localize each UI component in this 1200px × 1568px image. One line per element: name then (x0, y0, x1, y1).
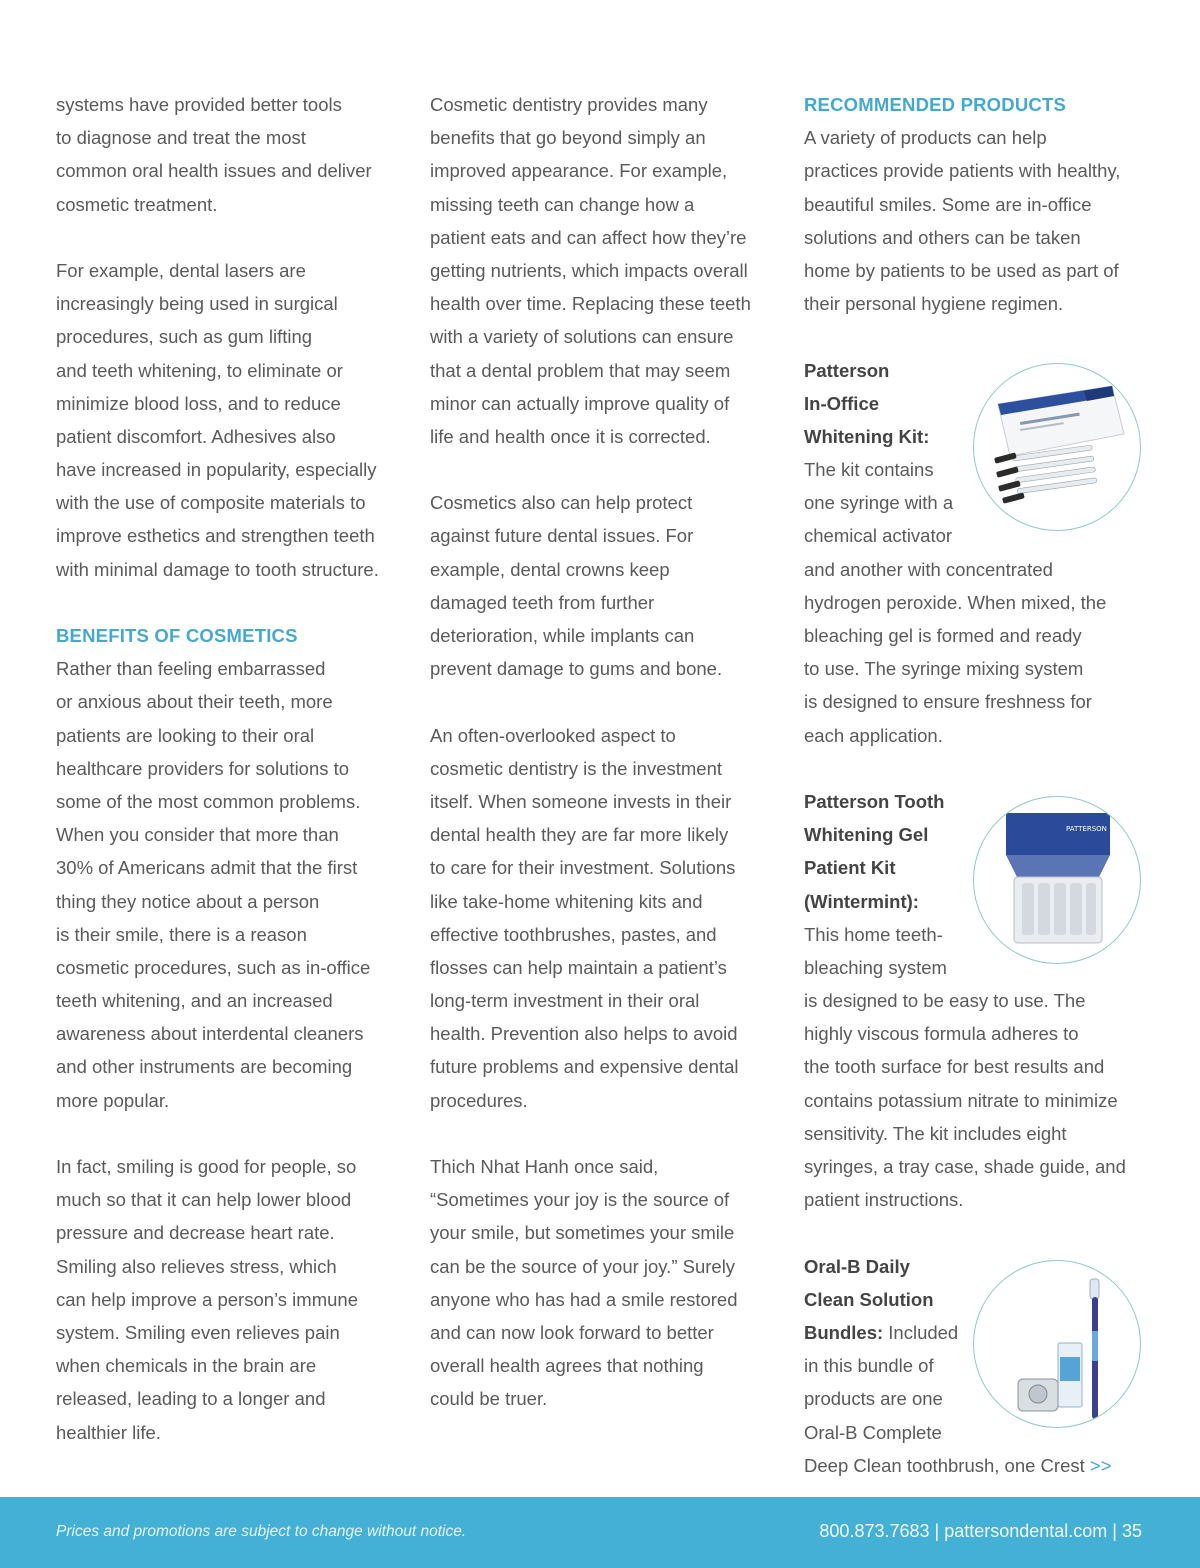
body-text-line: cosmetic dentistry is the investment (430, 757, 722, 779)
body-text-line: against future dental issues. For (430, 525, 694, 547)
body-text-line: healthcare providers for solutions to (56, 757, 350, 779)
body-text-line: chemical activator (804, 525, 953, 547)
body-text-line: overall health agrees that nothing (430, 1355, 704, 1377)
product-title-line: Whitening Kit: (804, 425, 930, 447)
body-text-line: bleaching gel is formed and ready (804, 625, 1082, 646)
body-text-line: highly viscous formula adheres to (804, 1023, 1079, 1045)
body-text-line: itself. When someone invests in their (430, 790, 732, 812)
body-text-line: prevent damage to gums and bone. (430, 658, 723, 680)
body-text-line: beautiful smiles. Some are in-office (804, 193, 1092, 215)
body-text-line: contains potassium nitrate to minimize (804, 1089, 1118, 1111)
body-text-line: patients are looking to their oral (56, 724, 315, 746)
body-text-line: healthier life. (56, 1421, 161, 1443)
product-2-description (804, 918, 1149, 1217)
price-disclaimer: Prices and promotions are subject to change without notice. (56, 1523, 467, 1540)
body-text-line: improve esthetics and strengthen teeth (56, 525, 375, 547)
body-text-line: released, leading to a longer and (56, 1388, 326, 1410)
body-text-line (56, 586, 406, 619)
body-text-line: Rather than feeling embarrassed (56, 658, 326, 680)
body-text-line: some of the most common problems. (56, 790, 361, 812)
body-text-line: with minimal damage to tooth structure. (56, 558, 379, 580)
body-text-line: or anxious about their teeth, more (56, 691, 333, 713)
body-text-line: dental health they are far more likely (430, 824, 729, 846)
body-text-line: procedures, such as gum lifting (56, 326, 313, 348)
body-text-line: Cosmetics also can help protect (430, 492, 693, 514)
body-text-line: system. Smiling even relieves pain (56, 1321, 340, 1343)
body-text-line: sensitivity. The kit includes eight (804, 1122, 1067, 1144)
article-column-1 (56, 88, 406, 1449)
body-text-line: Smiling also relieves stress, which (56, 1255, 337, 1277)
body-text-line: improved appearance. For example, (430, 160, 728, 182)
body-text-line: “Sometimes your joy is the source of (430, 1189, 730, 1211)
recommended-products-intro (804, 121, 1149, 320)
body-text-line: effective toothbrushes, pastes, and (430, 923, 717, 945)
body-text-line: the tooth surface for best results and (804, 1056, 1105, 1078)
body-text-line: anyone who has had a smile restored (430, 1288, 738, 1310)
body-text-line: can be the source of your joy.” Surely (430, 1255, 736, 1277)
body-text-line: pressure and decrease heart rate. (56, 1222, 335, 1244)
body-text-line: life and health once it is corrected. (430, 425, 711, 447)
body-text-line: thing they notice about a person (56, 890, 320, 912)
body-text-line: solutions and others can be taken (804, 226, 1081, 248)
body-text-line: and teeth whitening, to eliminate or (56, 359, 343, 381)
product-title-line: Patterson Tooth (804, 790, 945, 812)
column-2-paragraphs (430, 88, 780, 1416)
body-text-line: with a variety of solutions can ensure (430, 326, 734, 348)
column-1-paragraphs (56, 88, 406, 619)
body-text-line: common oral health issues and deliver (56, 160, 372, 182)
body-text-line: much so that it can help lower blood (56, 1189, 352, 1211)
body-text-line (430, 453, 780, 486)
body-text-line (430, 1117, 780, 1150)
body-text-line: to care for their investment. Solutions (430, 857, 736, 879)
body-text-line: An often-overlooked aspect to (430, 724, 676, 746)
continued-arrow-icon[interactable]: >> (1089, 1454, 1112, 1476)
body-text-line: home by patients to be used as part of (804, 259, 1119, 281)
body-text-line: teeth whitening, and an increased (56, 990, 333, 1012)
body-text-line: patient discomfort. Adhesives also (56, 425, 336, 447)
body-text-line: deterioration, while implants can (430, 625, 695, 646)
body-text-line: that a dental problem that may seem (430, 359, 731, 381)
body-text-line: systems have provided better tools (56, 94, 342, 115)
body-text-line: minimize blood loss, and to reduce (56, 392, 341, 414)
product-title-line: Patient Kit (804, 857, 896, 879)
product-3-last-line: Deep Clean toothbrush, one Crest >> (804, 1454, 1112, 1476)
svg-text:PATTERSON: PATTERSON (1066, 825, 1107, 833)
body-text-line: their personal hygiene regimen. (804, 293, 1064, 315)
body-text-line: Thich Nhat Hanh once said, (430, 1156, 659, 1177)
body-text-line: syringes, a tray case, shade guide, and (804, 1156, 1126, 1177)
body-text-line: could be truer. (430, 1388, 548, 1410)
product-title-line: In-Office (804, 392, 880, 414)
whitening-kit-image (973, 363, 1141, 531)
recommended-products-heading: RECOMMENDED PRODUCTS (804, 94, 1066, 115)
gel-patient-kit-image (973, 796, 1141, 964)
body-text-line: For example, dental lasers are (56, 259, 306, 281)
footer-bar (0, 1497, 1200, 1568)
body-text-line: cosmetic treatment. (56, 193, 218, 215)
benefits-of-cosmetics-heading: BENEFITS OF COSMETICS (56, 625, 298, 646)
body-text-line: and another with concentrated (804, 558, 1053, 580)
body-text-line: Oral-B Complete (804, 1421, 942, 1443)
benefits-paragraphs (56, 652, 406, 1449)
body-text-line: patient eats and can affect how they’re (430, 226, 747, 248)
body-text-line: can help improve a person’s immune (56, 1288, 358, 1310)
product-title-line: Patterson (804, 359, 890, 381)
body-text-line: increasingly being used in surgical (56, 293, 338, 315)
body-text-line: one syringe with a (804, 492, 954, 514)
body-text-line: is their smile, there is a reason (56, 923, 307, 945)
body-text-line: and other instruments are becoming (56, 1056, 353, 1078)
body-text-line: like take-home whitening kits and (430, 890, 703, 912)
body-text-line: to diagnose and treat the most (56, 127, 306, 149)
body-text-line: cosmetic procedures, such as in-office (56, 956, 371, 978)
body-text-line: with the use of composite materials to (56, 492, 366, 514)
body-text-line: long-term investment in their oral (430, 990, 700, 1012)
body-text-line: more popular. (56, 1089, 170, 1111)
oral-b-bundle-image (973, 1260, 1141, 1428)
body-text-line: This home teeth- (804, 923, 943, 945)
body-text-line: bleaching system (804, 956, 947, 978)
body-text-line: example, dental crowns keep (430, 558, 670, 580)
product-title-line: Whitening Gel (804, 824, 929, 846)
body-text-line: A variety of products can help (804, 127, 1047, 149)
body-text-line: In fact, smiling is good for people, so (56, 1156, 357, 1177)
body-text-line: The kit contains (804, 459, 934, 481)
body-text-line: When you consider that more than (56, 824, 339, 846)
body-text-line: when chemicals in the brain are (56, 1355, 317, 1377)
body-text-line: procedures. (430, 1089, 528, 1111)
body-text-line: hydrogen peroxide. When mixed, the (804, 591, 1107, 613)
body-text-line: damaged teeth from further (430, 591, 655, 613)
body-text-line: is designed to ensure freshness for (804, 691, 1092, 713)
product-title-line: Oral-B Daily (804, 1255, 910, 1277)
product-title-line: (Wintermint): (804, 890, 919, 912)
body-text-line: flosses can help maintain a patient’s (430, 956, 727, 978)
body-text-line: awareness about interdental cleaners (56, 1023, 364, 1045)
body-text-line: getting nutrients, which impacts overall (430, 259, 748, 281)
body-text-line: to use. The syringe mixing system (804, 658, 1084, 680)
product-title-line: Clean Solution (804, 1288, 934, 1310)
body-text-line: benefits that go beyond simply an (430, 127, 706, 149)
contact-info[interactable]: 800.873.7683 | pattersondental.com | 35 (819, 1521, 1142, 1541)
body-text-line: in this bundle of (804, 1355, 934, 1377)
body-text-line: Cosmetic dentistry provides many (430, 94, 708, 115)
body-text-line: minor can actually improve quality of (430, 392, 730, 414)
body-text-line: missing teeth can change how a (430, 193, 695, 215)
body-text-line: future problems and expensive dental (430, 1056, 739, 1078)
body-text-line (430, 685, 780, 718)
body-text-line (56, 221, 406, 254)
body-text-line: health. Prevention also helps to avoid (430, 1023, 738, 1045)
body-text-line: practices provide patients with healthy, (804, 160, 1121, 182)
body-text-line: patient instructions. (804, 1189, 964, 1211)
article-column-2 (430, 88, 780, 1416)
body-text-line: health over time. Replacing these teeth (430, 293, 751, 315)
body-text-line: your smile, but sometimes your smile (430, 1222, 735, 1244)
body-text-line (56, 1117, 406, 1150)
body-text-line: is designed to be easy to use. The (804, 990, 1086, 1012)
body-text-line: products are one (804, 1388, 943, 1410)
body-text-line: 30% of Americans admit that the first (56, 857, 358, 879)
body-text-line: and can now look forward to better (430, 1321, 714, 1343)
product-3-title-line: Bundles: Included (804, 1321, 959, 1343)
body-text-line: have increased in popularity, especially (56, 459, 377, 481)
body-text-line: each application. (804, 724, 943, 746)
